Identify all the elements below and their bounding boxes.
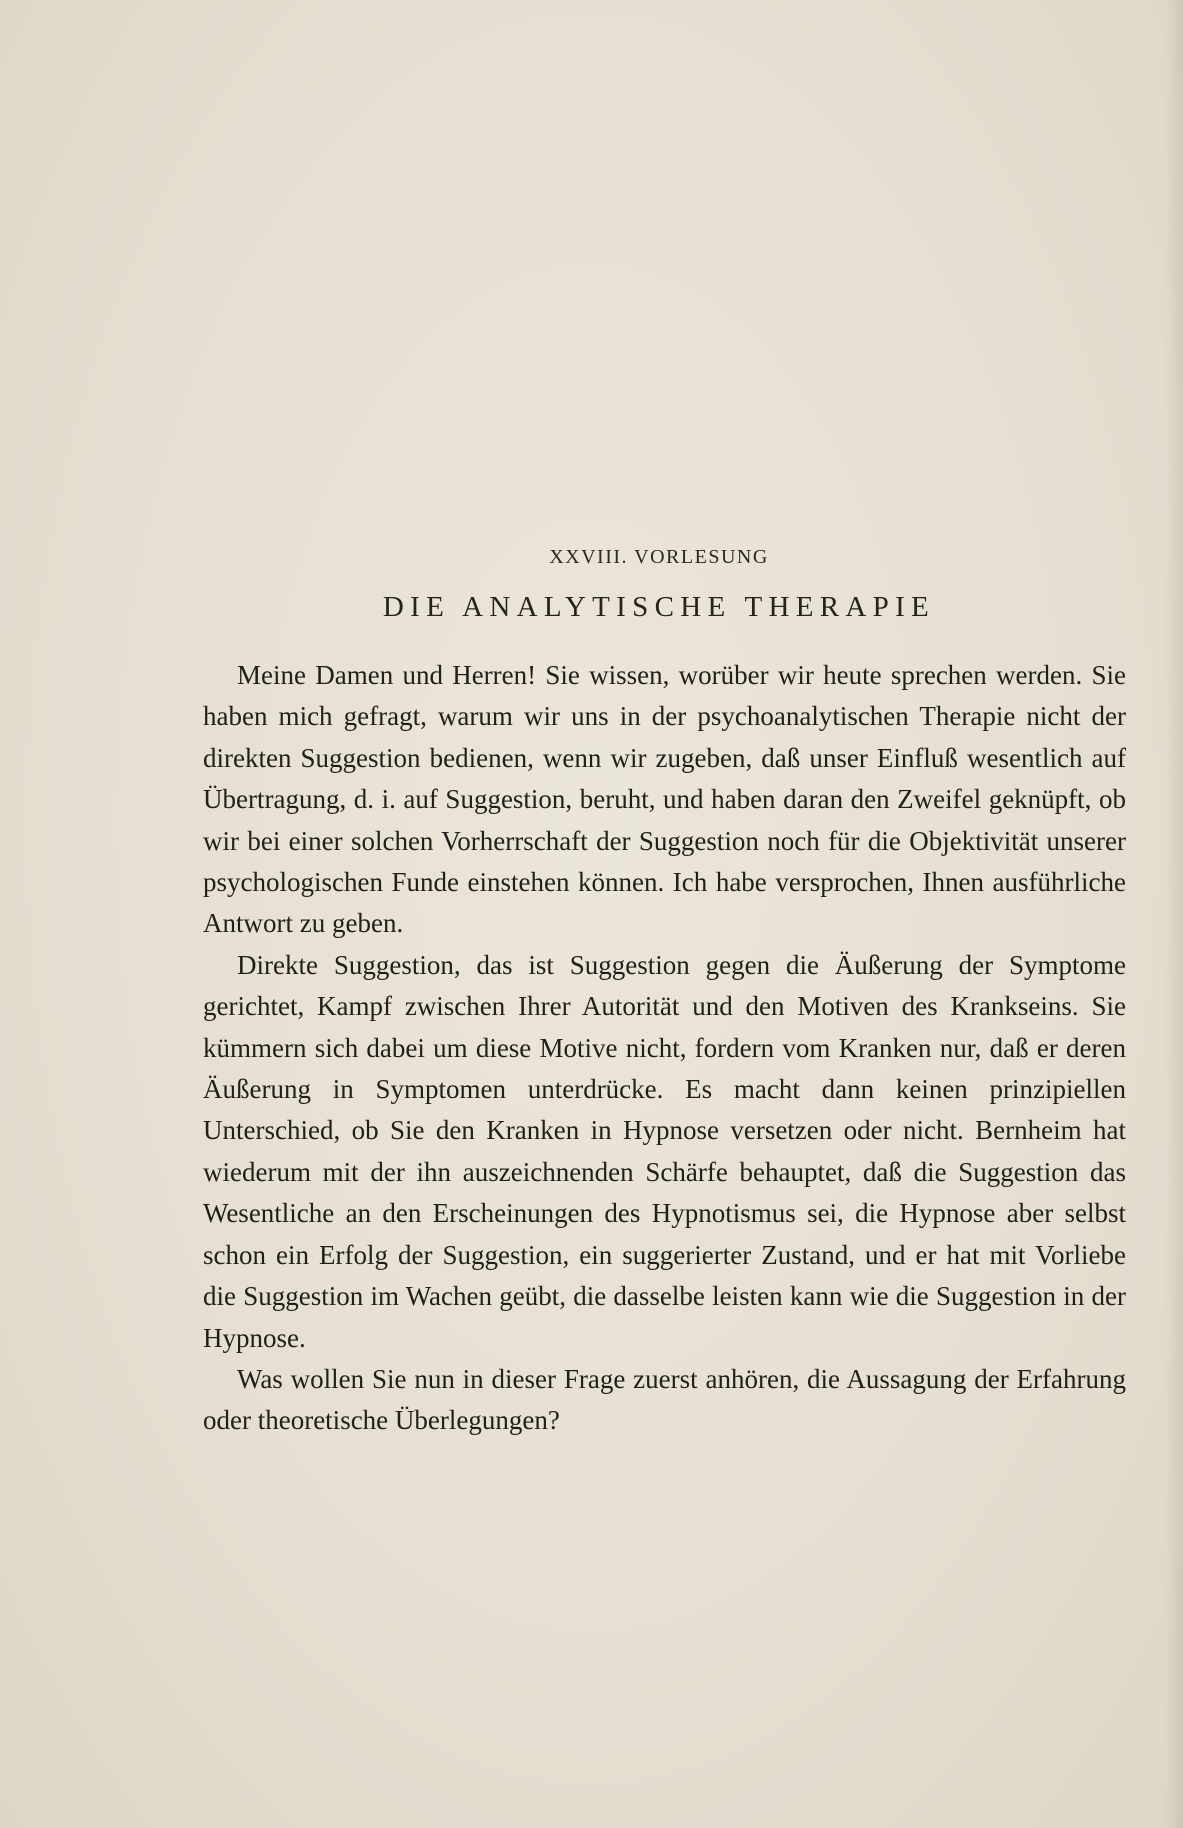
chapter-label: XXVIII. VORLESUNG	[549, 546, 769, 568]
chapter-title: DIE ANALYTISCHE THERAPIE	[382, 591, 936, 623]
body-text	[203, 655, 1126, 1442]
paragraph-1: Meine Damen und Herren! Sie wissen, worüber wir heute sprechen werden. Sie haben mich gefragt, warum wir uns in der psychoanalytischen Therapie nicht der direkten Suggestion bedienen, wenn wir zugeben, daß unser Einfluß wesentlich auf Übertragung, d. i. auf Suggestion, beruht, und haben daran den Zweifel geknüpft, ob wir bei einer solchen Vorherrschaft der Suggestion noch für die Objektivität unserer psychologischen Funde einstehen können. Ich habe versprochen, Ihnen ausführliche Antwort zu geben.	[203, 660, 1126, 939]
page-edge-shadow	[1165, 0, 1183, 1828]
paragraph-3: Was wollen Sie nun in dieser Frage zuerst anhören, die Aussagung der Erfahrung oder theoretische Überlegungen?	[203, 1363, 1126, 1436]
paragraph-2: Direkte Suggestion, das ist Suggestion gegen die Äußerung der Symptome gerichtet, Kampf zwischen Ihrer Autorität und den Motiven des Krankseins. Sie kümmern sich dabei um diese Motive nicht, fordern vom Kranken nur, daß er deren Äußerung in Symptomen unterdrücke. Es macht dann keinen prinzipiellen Unterschied, ob Sie den Kranken in Hypnose versetzen oder nicht. Bernheim hat wiederum mit der ihn auszeichnenden Schärfe behauptet, daß die Suggestion das Wesentliche an den Erscheinungen des Hypnotismus sei, die Hypnose aber selbst schon ein Erfolg der Suggestion, ein suggerierter Zustand, und er hat mit Vorliebe die Suggestion im Wachen geübt, die dasselbe leisten kann wie die Suggestion in der Hypnose.	[203, 949, 1126, 1353]
